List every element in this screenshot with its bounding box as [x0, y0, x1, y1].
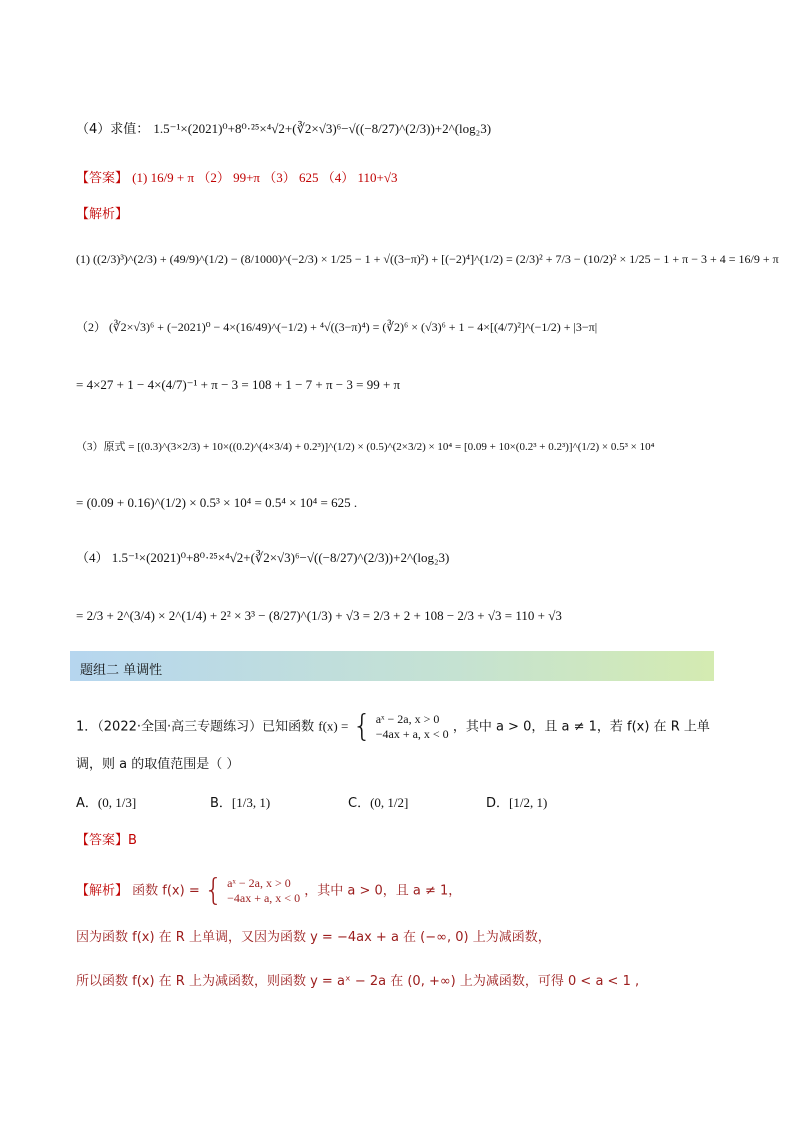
option-d-label: D． — [486, 796, 510, 811]
option-a-label: A． — [76, 796, 98, 811]
analysis-case-1: aˣ − 2a, x > 0 — [227, 876, 291, 890]
brace-icon: { — [352, 709, 372, 744]
analysis-2-prefix: 函数 f(x) = — [132, 883, 200, 899]
answer-text: (1) 16/9 + π （2） 99+π （3） 625 （4） 110+√3 — [132, 170, 398, 185]
option-a[interactable] — [76, 792, 136, 811]
case-1: aˣ − 2a, x > 0 — [375, 712, 440, 726]
brace-icon: { — [203, 873, 223, 908]
solution-2-part-b: = 4×27 + 1 − 4×(4/7)⁻¹ + π − 3 = 108 + 1 − 7 + π − 3 = 99 + π — [76, 377, 401, 392]
section-banner — [70, 651, 714, 681]
problem-1-line-2: 调，则 a 的取值范围是（ ） — [76, 757, 240, 772]
problem-1-line-1 — [76, 709, 710, 744]
problem-1-suffix: ，其中 a > 0，且 a ≠ 1，若 f(x) 在 R 上单 — [452, 719, 710, 735]
option-d-value: [1/2, 1) — [509, 795, 548, 810]
option-b-value: [1/3, 1) — [231, 795, 271, 810]
question-4-label: （4）求值： — [76, 122, 150, 137]
analysis-piecewise-cases — [227, 876, 300, 906]
solution-1: (1) ((2/3)³)^(2/3) + (49/9)^(1/2) − (8/1000)^(−2/3) × 1/25 − 1 + √((3−π)²) + [(−2)⁴]^(1/2) = (2/3)² + 7/3 − (10/2)² × 1/25 − 1 + π − 3 + 4 = 16/9 + π — [76, 252, 779, 266]
analysis-case-2: −4ax + a, x < 0 — [227, 891, 301, 905]
answer-2-value: B — [128, 833, 137, 848]
piecewise-cases — [376, 712, 449, 742]
solution-2-part-a: （2） (∛2×√3)⁶ + (−2021)⁰ − 4×(16/49)^(−1/2) + ⁴√((3−π)⁴) = (∛2)⁶ × (√3)⁶ + 1 − 4×[(4/7)²]^(−1/2) + |3−π| — [76, 320, 598, 334]
solution-3-part-b: = (0.09 + 0.16)^(1/2) × 0.5³ × 10⁴ = 0.5⁴ × 10⁴ = 625 . — [76, 495, 358, 510]
problem-1-prefix: 1．（2022·全国·高三专题练习）已知函数 — [76, 719, 315, 735]
section-title: 题组二 单调性 — [80, 663, 163, 678]
answer-2-line — [76, 834, 137, 847]
question-4 — [76, 122, 491, 136]
option-d[interactable] — [486, 792, 547, 811]
analysis-2-suffix: ，其中 a > 0，且 a ≠ 1， — [304, 883, 462, 899]
option-a-value: (0, 1/3] — [97, 795, 137, 810]
option-b[interactable] — [210, 792, 270, 811]
answer-line — [76, 171, 397, 185]
analysis-2-tag: 【解析】 — [76, 883, 129, 899]
problem-1-function: f(x) = — [318, 718, 349, 734]
answer-2-tag: 【答案】 — [76, 833, 129, 848]
solution-4-part-a: （4） 1.5⁻¹×(2021)⁰+8⁰·²⁵×⁴√2+(∛2×√3)⁶−√((−8/27)^(2/3))+2^(log₂3) — [76, 550, 450, 565]
analysis-tag: 【解析】 — [76, 207, 129, 222]
solution-3-part-a: （3）原式 = [(0.3)^(3×2/3) + 10×((0.2)^(4×3/4) + 0.2³)]^(1/2) × (0.5)^(2×3/2) × 10⁴ = [0.09 + 10×(0.2³ + 0.2³)]^(1/2) × 0.5³ × 10⁴ — [76, 441, 655, 453]
option-c[interactable] — [348, 792, 408, 811]
analysis-2-line — [76, 873, 462, 908]
reason-line-1: 因为函数 f(x) 在 R 上单调，又因为函数 y = −4ax + a 在 (−∞, 0) 上为减函数， — [76, 930, 551, 945]
solution-4-part-b: = 2/3 + 2^(3/4) × 2^(1/4) + 2² × 3³ − (8/27)^(1/3) + √3 = 2/3 + 2 + 108 − 2/3 + √3 = 110 + √3 — [76, 608, 562, 623]
reason-line-2: 所以函数 f(x) 在 R 上为减函数，则函数 y = aˣ − 2a 在 (0, +∞) 上为减函数，可得 0 < a < 1 , — [76, 974, 640, 989]
option-c-label: C． — [348, 796, 371, 811]
answer-tag: 【答案】 — [76, 171, 129, 186]
option-b-label: B． — [210, 796, 232, 811]
option-c-value: (0, 1/2] — [370, 795, 409, 810]
case-2: −4ax + a, x < 0 — [375, 727, 449, 741]
question-4-expression: 1.5⁻¹×(2021)⁰+8⁰·²⁵×⁴√2+(∛2×√3)⁶−√((−8/27)^(2/3))+2^(log₂3) — [153, 121, 492, 136]
